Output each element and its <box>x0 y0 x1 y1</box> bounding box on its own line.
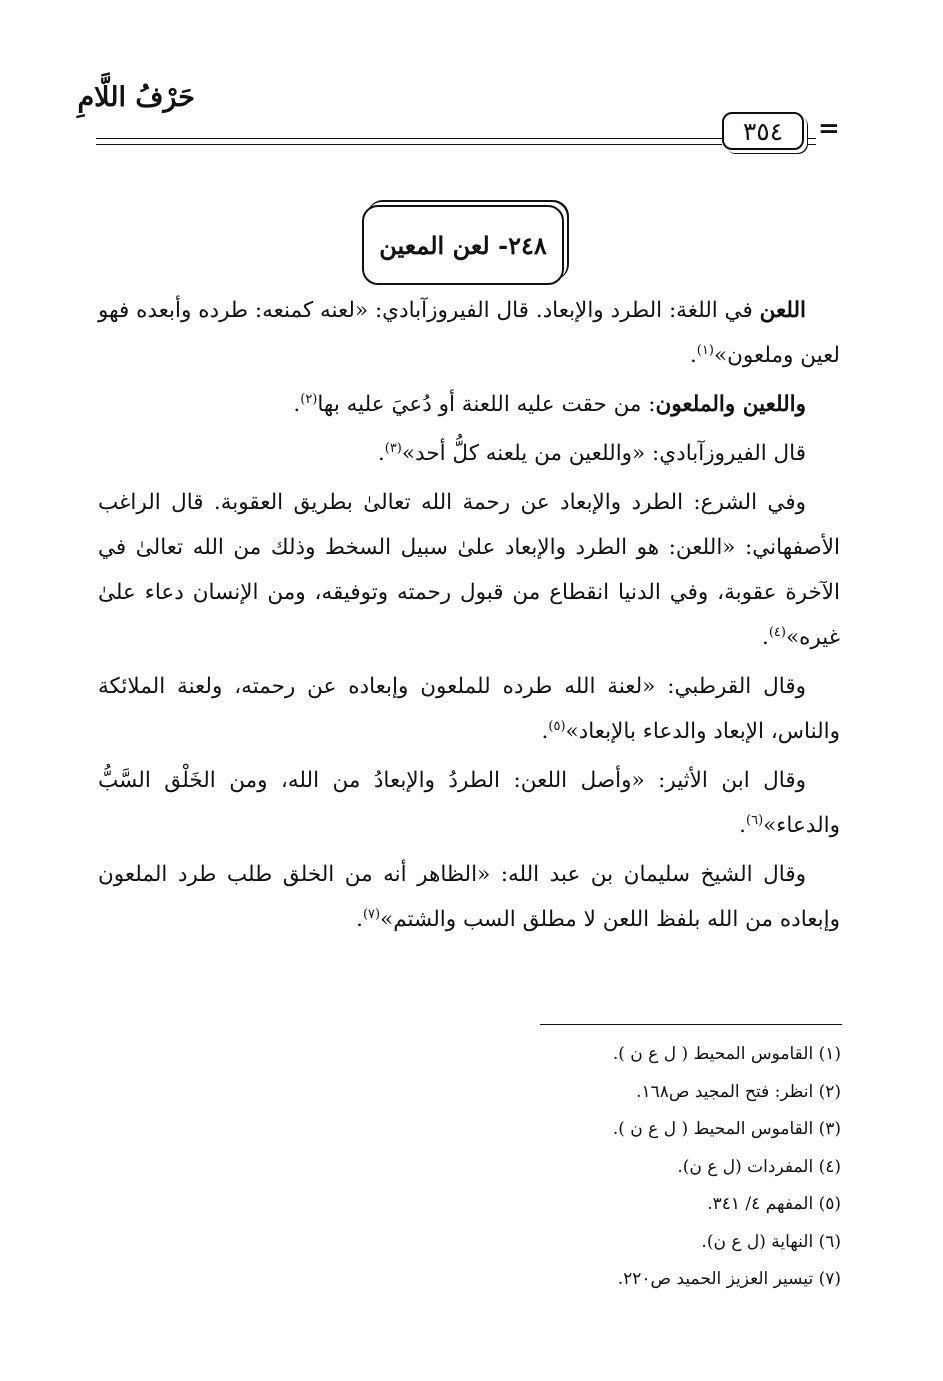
term: واللعين والملعون <box>655 392 806 417</box>
paragraph <box>98 664 840 754</box>
paragraph-text: قال الفيروزآبادي: «واللعين من يلعنه كلُّ أحد» <box>401 441 806 466</box>
paragraph-end: . <box>293 392 301 417</box>
page-number: ٣٥٤ <box>722 112 804 150</box>
paragraph-text: وقال ابن الأثير: «وأصل اللعن: الطردُ والإبعادُ من الله، ومن الخَلْق السَّبُّ والدعاء» <box>98 768 840 838</box>
paragraph <box>98 288 840 378</box>
header-rule <box>96 138 722 139</box>
footnote-item: (٢) انظر: فتح المجيد ص١٦٨. <box>636 1081 841 1102</box>
header-rule <box>96 144 722 145</box>
footnote-item: (٧) تيسير العزيز الحميد ص٢٢٠. <box>617 1269 841 1289</box>
footnote-ref[interactable]: (٤) <box>768 624 786 640</box>
footnote-ref[interactable]: (٥) <box>548 718 566 734</box>
paragraph <box>98 758 840 848</box>
paragraph <box>98 480 840 660</box>
footnotes <box>341 1036 841 1299</box>
footnote-item: (٣) القاموس المحيط ( ل ع ن ). <box>612 1119 841 1139</box>
paragraph-end: . <box>762 625 769 650</box>
paragraph-end: . <box>377 441 385 466</box>
footnote-divider <box>540 1024 842 1025</box>
header-rule <box>808 138 816 139</box>
paragraph-text: وفي الشرع: الطرد والإبعاد عن رحمة الله تعالىٰ بطريق العقوبة. قال الراغب الأصفهاني: «اللعن: هو الطرد والإبعاد علىٰ سبيل السخط وذلك من الله تعالىٰ في الآخرة عقوبة، وفي الدنيا انقطاع من قبول رحمته وتوفيقه، ومن الإنسان دعاء علىٰ غيره» <box>98 490 840 650</box>
paragraph-end: . <box>739 813 747 838</box>
footnote-ref[interactable]: (٣) <box>384 440 402 456</box>
header-rule <box>808 144 816 145</box>
paragraph-text: وقال الشيخ سليمان بن عبد الله: «الظاهر أنه من الخلق طلب طرد الملعون وإبعاده من الله بلفظ اللعن لا مطلق السب والشتم» <box>98 862 840 932</box>
footnote-ref[interactable]: (٢) <box>300 391 318 407</box>
paragraph-text: في اللغة: الطرد والإبعاد. قال الفيروزآبادي: «لعنه كمنعه: طرده وأبعده فهو لعين وملعون» <box>98 298 840 368</box>
paragraph-end: . <box>689 343 697 368</box>
footnote-ref[interactable]: (١) <box>696 342 714 358</box>
footnote-item: (٥) المفهم ٤/ ٣٤١. <box>707 1194 841 1214</box>
footnote-ref[interactable]: (٧) <box>362 906 381 922</box>
main-text <box>98 288 840 946</box>
paragraph <box>98 852 840 942</box>
paragraph-text: : من حقت عليه اللعنة أو دُعيَ عليه بها <box>317 392 656 417</box>
term: اللعن <box>759 298 806 323</box>
footnote-item: (١) القاموس المحيط ( ل ع ن ). <box>612 1044 841 1064</box>
footnote-item: (٤) المفردات (ل ع ن). <box>677 1156 841 1177</box>
paragraph-end: . <box>541 719 549 744</box>
paragraph <box>98 382 840 427</box>
paragraph <box>98 431 840 476</box>
section-heading: ٢٤٨- لعن المعين <box>362 205 564 285</box>
paragraph-text: وقال القرطبي: «لعنة الله طرده للملعون وإبعاده عن رحمته، ولعنة الملائكة والناس، الإبعاد والدعاء بالإبعاد» <box>98 674 840 744</box>
paragraph-end: . <box>356 907 363 932</box>
footnote-item: (٦) النهاية (ل ع ن). <box>701 1231 841 1252</box>
footnote-ref[interactable]: (٦) <box>746 812 764 828</box>
header-mark: = <box>818 114 840 144</box>
chapter-running-title: حَرْفُ اللَّامِ <box>77 82 195 113</box>
